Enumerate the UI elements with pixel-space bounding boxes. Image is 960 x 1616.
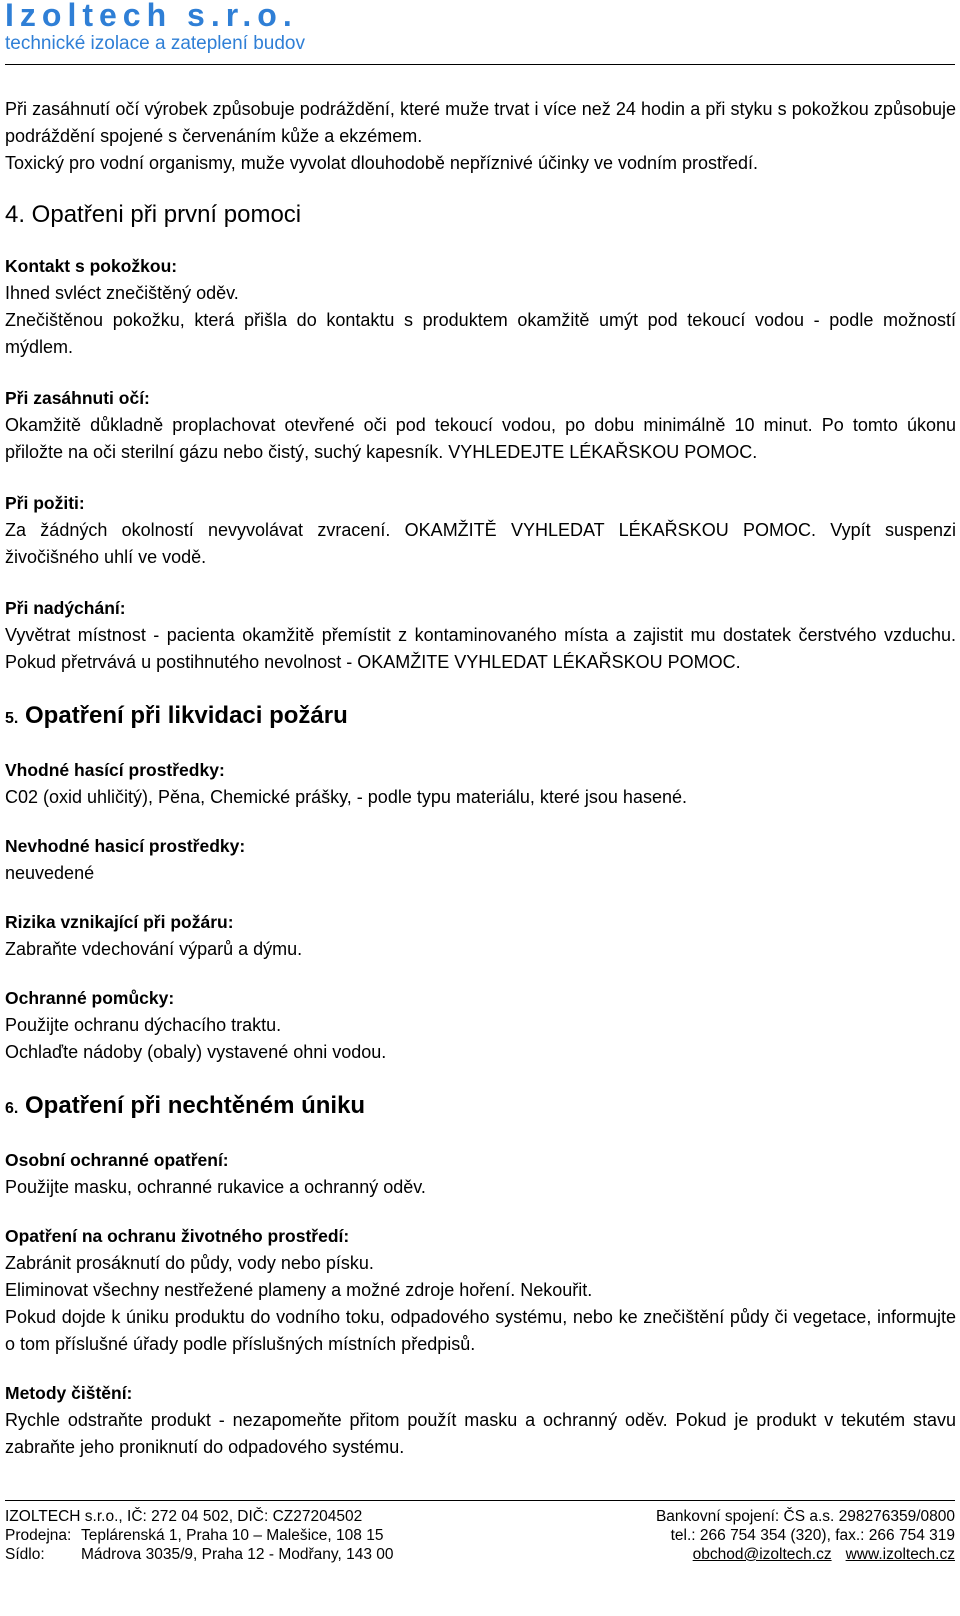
skin-contact-label: Kontakt s pokožkou:	[5, 256, 178, 276]
header-divider	[5, 64, 955, 65]
protective-equipment-text: Ochlaďte nádoby (obaly) vystavené ohni vodou.	[5, 1042, 387, 1062]
environmental-precautions-text: Zabránit prosáknutí do půdy, vody nebo písku.	[5, 1253, 374, 1273]
fire-risk-label: Rizika vznikající při požáru:	[5, 912, 234, 932]
environmental-precautions-text: Pokud dojde k úniku produktu do vodního toku, odpadového systému, nebo ke znečištění půdy či vegetace, informujte o tom příslušné úřady podle příslušných místních předpisů.	[5, 1307, 956, 1354]
section-6-number: 6.	[5, 1100, 19, 1117]
cleanup-methods-text: Rychle odstraňte produkt - nezapomeňte přitom použít masku a ochranný oděv. Pokud je produkt v tekutém stavu zabraňte jeho proniknutí do odpadového systému.	[5, 1410, 956, 1457]
eye-contact-label: Při zasáhnuti očí:	[5, 388, 150, 408]
cleanup-methods-label: Metody čištění:	[5, 1383, 133, 1403]
inhalation-text: Vyvětrat místnost - pacienta okamžitě přemístit z kontaminovaného místa a zajistit mu dostatek čerstvého vzduchu. Pokud přetrvává u postihnutého nevolnost - OKAMŽITE VYHLEDAT LÉKAŘSKOU POMOC.	[5, 625, 956, 672]
section-6-title	[5, 1090, 956, 1125]
fire-risk-text: Zabraňte vdechování výparů a dýmu.	[5, 939, 303, 959]
unsuitable-media-text: neuvedené	[5, 863, 95, 883]
protective-equipment-text: Použijte ochranu dýchacího traktu.	[5, 1015, 282, 1035]
footer-divider	[5, 1500, 955, 1501]
skin-contact-text: Znečištěnou pokožku, která přišla do kontaktu s produktem okamžitě umýt pod tekoucí vodou - podle možností mýdlem.	[5, 310, 956, 357]
website-link[interactable]: www.izoltech.cz	[845, 1546, 955, 1563]
section-6-heading: Opatření při nechtěném úniku	[25, 1092, 366, 1119]
section-5-number: 5.	[5, 710, 19, 727]
page-footer	[5, 1507, 955, 1564]
environmental-precautions-text: Eliminovat všechny nestřežené plameny a možné zdroje hoření. Nekouřit.	[5, 1280, 593, 1300]
phone-fax: tel.: 266 754 354 (320), fax.: 266 754 319	[670, 1527, 955, 1544]
environmental-precautions-label: Opatření na ochranu životného prostředí:	[5, 1226, 350, 1246]
shop-address: Teplárenská 1, Praha 10 – Malešice, 108 15	[81, 1527, 384, 1544]
page-header	[5, 0, 305, 55]
ingestion-label: Při požiti:	[5, 493, 85, 513]
section-5-heading: Opatření při likvidaci požáru	[25, 702, 348, 729]
company-tagline: technické izolace a zateplení budov	[5, 33, 305, 54]
skin-contact-text: Ihned svléct znečištěný oděv.	[5, 283, 239, 303]
company-logo-text: Izoltech s.r.o.	[5, 0, 298, 33]
company-registration: IZOLTECH s.r.o., IČ: 272 04 502, DIČ: CZ27204502	[5, 1508, 363, 1525]
section-4-title: 4. Opatřeni při první pomoci	[5, 201, 302, 228]
ingestion-text: Za žádných okolností nevyvolávat zvracení. OKAMŽITĚ VYHLEDAT LÉKAŘSKOU POMOC. Vypít suspenzi živočišného uhlí ve vodě.	[5, 520, 956, 567]
section-5-title	[5, 700, 956, 735]
intro-paragraph: Při zasáhnutí očí výrobek způsobuje podráždění, které muže trvat i více než 24 hodin a při styku s pokožkou způsobuje podráždění spojené s červenáním kůže a ekzémem.	[5, 99, 956, 146]
intro-paragraph: Toxický pro vodní organismy, muže vyvolat dlouhodobě nepříznivé účinky ve vodním prostředí.	[5, 153, 759, 173]
unsuitable-media-label: Nevhodné hasicí prostředky:	[5, 836, 246, 856]
email-link[interactable]: obchod@izoltech.cz	[692, 1546, 832, 1563]
shop-label: Prodejna:	[5, 1527, 72, 1544]
seat-address: Mádrova 3035/9, Praha 12 - Modřany, 143 00	[81, 1546, 394, 1563]
seat-label: Sídlo:	[5, 1546, 45, 1563]
suitable-media-label: Vhodné hasící prostředky:	[5, 760, 225, 780]
personal-precautions-label: Osobní ochranné opatření:	[5, 1150, 229, 1170]
inhalation-label: Při nadýchání:	[5, 598, 126, 618]
personal-precautions-text: Použijte masku, ochranné rukavice a ochranný oděv.	[5, 1177, 426, 1197]
protective-equipment-label: Ochranné pomůcky:	[5, 988, 175, 1008]
suitable-media-text: C02 (oxid uhličitý), Pěna, Chemické prášky, - podle typu materiálu, které jsou hasené.	[5, 787, 687, 807]
eye-contact-text: Okamžitě důkladně proplachovat otevřené oči pod tekoucí vodou, po dobu minimálně 10 minut. Po tomto úkonu přiložte na oči sterilní gázu nebo čistý, suchý kapesník. VYHLEDEJTE LÉKAŘSKOU POMOC.	[5, 415, 956, 462]
document-body	[5, 96, 956, 1461]
bank-details: Bankovní spojení: ČS a.s. 298276359/0800	[655, 1508, 955, 1525]
